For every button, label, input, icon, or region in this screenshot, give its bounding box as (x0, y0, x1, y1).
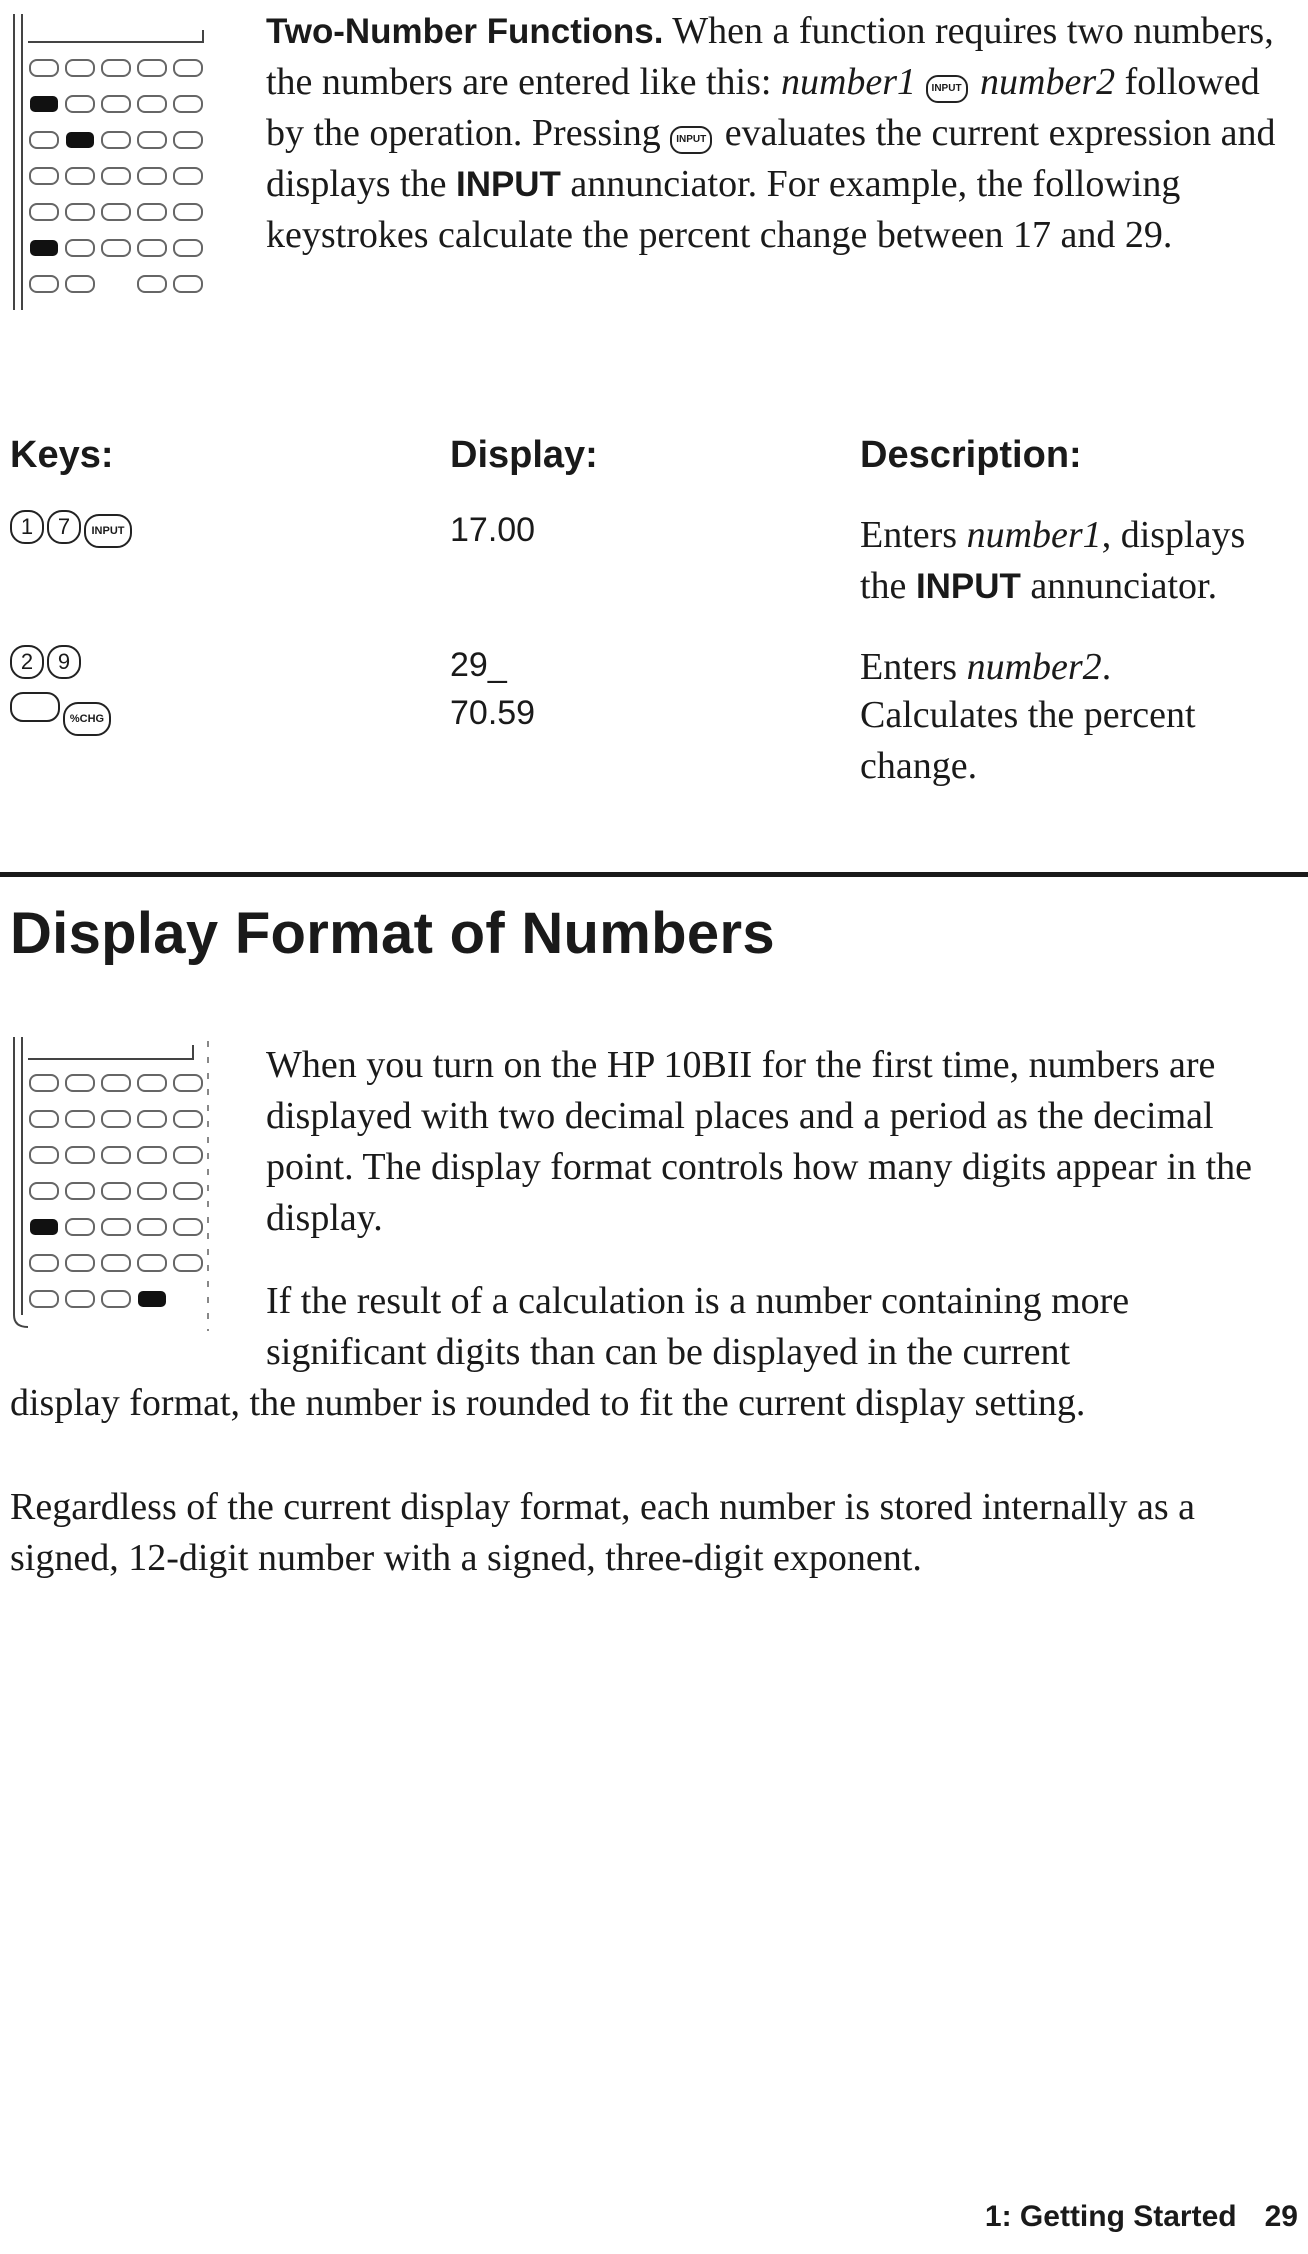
intro-text-1: When a function requires two numbers, the numbers are entered like this: (266, 10, 1274, 103)
header-display: Display: (450, 434, 598, 476)
key-7-icon: 7 (47, 510, 81, 544)
intro-lead: Two-Number Functions. (266, 12, 664, 51)
desc-text: Enters (860, 514, 967, 556)
desc-text: annunciator. (1020, 565, 1218, 607)
table-row (10, 510, 135, 548)
key-2-icon: 2 (10, 645, 44, 679)
input-key-icon: INPUT (84, 514, 132, 548)
desc-emphasis: number2 (966, 646, 1102, 688)
shift-key-icon (10, 692, 60, 722)
keypad-diagram-1 (8, 12, 218, 312)
paragraph-rounding-start: If the result of a calculation is a number containing more significant digits than can be displayed in the current (266, 1280, 1130, 1373)
row-description (860, 510, 1300, 612)
input-key-icon: INPUT (670, 126, 712, 154)
key-1-icon: 1 (10, 510, 44, 544)
intro-text-2: followed by the operation. Pressing (266, 61, 1260, 154)
header-description: Description: (860, 434, 1082, 476)
section-title: Display Format of Numbers (10, 901, 775, 966)
table-row (10, 692, 114, 736)
display-value: 70.59 (450, 694, 536, 732)
paragraph-rounding-end: display format, the number is rounded to fit the current display setting. (10, 1382, 1086, 1424)
key-9-icon: 9 (47, 645, 81, 679)
intro-number1: number1 (780, 61, 917, 103)
page-footer (957, 2200, 1298, 2234)
intro-text-3: evaluates the current expression and displays the (266, 112, 1276, 205)
section-divider (0, 872, 1308, 877)
intro-annunciator: INPUT (455, 165, 561, 204)
intro-number2: number2 (980, 61, 1116, 103)
desc-emphasis: number1 (966, 514, 1102, 556)
intro-paragraph (266, 6, 1306, 261)
desc-text: . (1101, 646, 1112, 688)
paragraph-internal-storage: Regardless of the current display format, each number is stored internally as a signed, 12-digit number with a signed, three-digit exponent. (10, 1486, 1195, 1579)
row-description (860, 690, 1300, 792)
desc-text: Calculates the percent change. (860, 694, 1196, 787)
display-value: 29_ (450, 646, 507, 684)
keypad-diagram-2 (8, 1035, 218, 1335)
display-value: 17.00 (450, 511, 536, 549)
input-key-icon: INPUT (926, 75, 968, 103)
table-row (10, 645, 84, 679)
header-keys: Keys: (10, 434, 114, 476)
page-number: 29 (1264, 2200, 1298, 2233)
paragraph-display-format: When you turn on the HP 10BII for the first time, numbers are displayed with two decimal places and a period as the decimal point. The display format controls how many digits appear in the display. (266, 1044, 1253, 1239)
intro-text-4: annunciator. For example, the following keystrokes calculate the percent change between 17 and 29. (266, 163, 1181, 256)
desc-text: Enters (860, 646, 967, 688)
desc-bold: INPUT (915, 567, 1021, 606)
row-description (860, 642, 1300, 693)
footer-chapter: 1: Getting Started (984, 2200, 1237, 2233)
percent-change-key-icon: %CHG (63, 702, 111, 736)
desc-text: , displays the (860, 514, 1246, 607)
